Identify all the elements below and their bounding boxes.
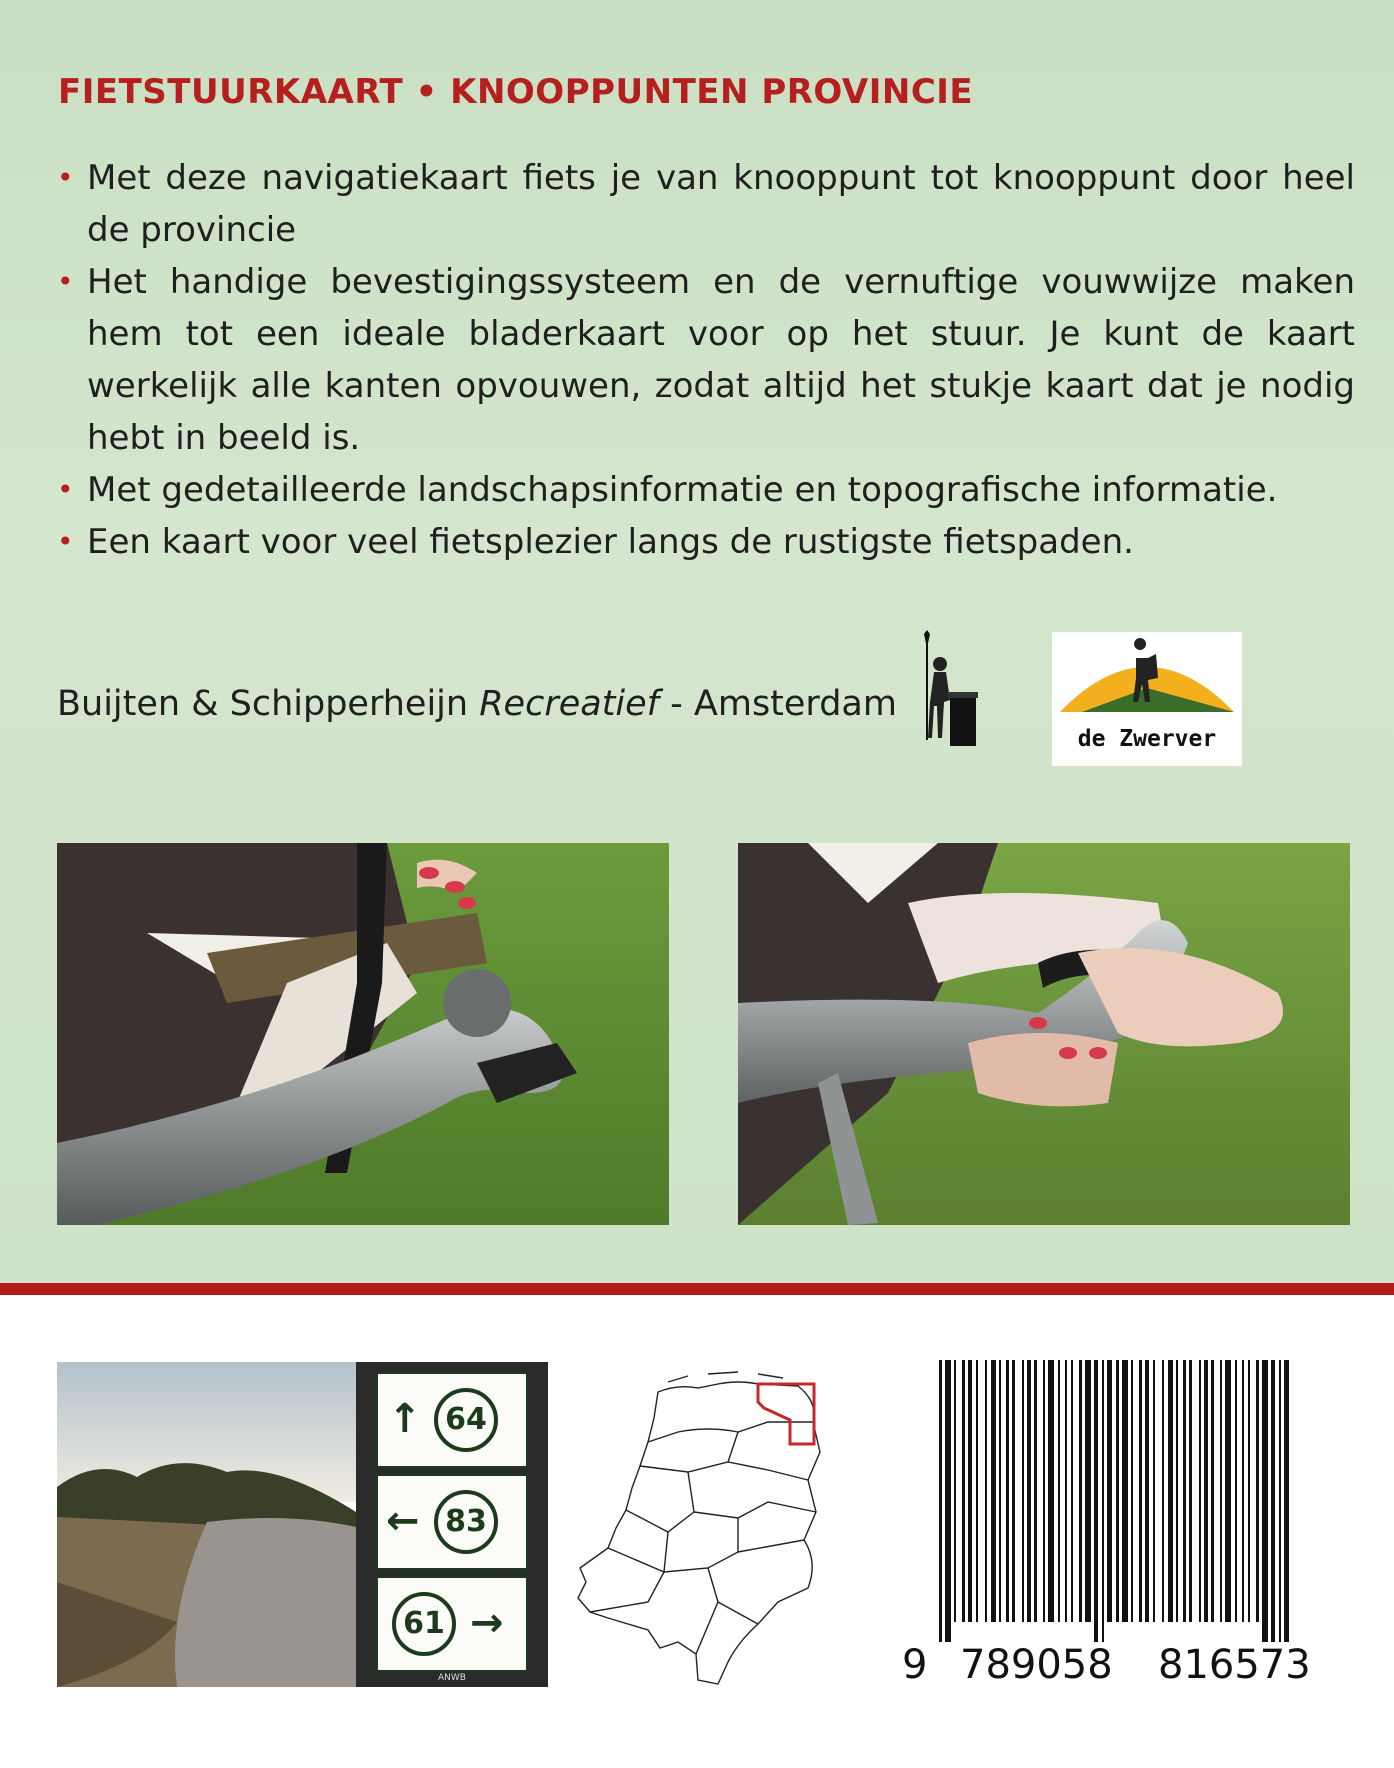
route-sign-footer: ANWB: [438, 1673, 466, 1683]
photo-strap-attaching: [57, 843, 669, 1225]
barcode-bar: [1071, 1360, 1073, 1622]
isbn-barcode: [935, 1360, 1347, 1642]
barcode-bar: [1256, 1360, 1259, 1622]
isbn-group-2: 816573: [1158, 1642, 1311, 1688]
barcode-bar: [962, 1360, 965, 1622]
cover-title: FIETSTUURKAART • KNOOPPUNTEN PROVINCIE: [58, 72, 974, 112]
feature-item: • Met gedetailleerde landschapsinformatie en topografische informatie.: [55, 464, 1355, 516]
barcode-bar: [1242, 1360, 1244, 1622]
knight-logo-icon: [912, 630, 982, 752]
route-sign-panel-bottom: [376, 1576, 528, 1672]
barcode-bar: [1085, 1360, 1091, 1622]
netherlands-map-icon: [568, 1362, 858, 1690]
publisher-city: Amsterdam: [693, 684, 897, 724]
feature-list: [55, 152, 1355, 568]
barcode-bar: [1162, 1360, 1164, 1622]
red-divider-rule: [0, 1283, 1394, 1295]
barcode-bar: [1248, 1360, 1250, 1622]
arrow-left-icon: ←: [386, 1498, 420, 1544]
barcode-bar: [1271, 1360, 1275, 1642]
barcode-bar: [1027, 1360, 1031, 1622]
barcode-bar: [1139, 1360, 1142, 1622]
bullet-dot-icon: •: [57, 525, 74, 558]
barcode-bar: [1153, 1360, 1155, 1622]
barcode-bar: [1204, 1360, 1208, 1622]
publisher-imprint: Recreatief: [479, 684, 660, 724]
route-sign-panel-middle: [376, 1474, 528, 1570]
isbn-group-1: 789058: [960, 1642, 1113, 1688]
bullet-dot-icon: •: [57, 473, 74, 506]
barcode-bar: [1058, 1360, 1060, 1622]
barcode-bar: [1284, 1360, 1289, 1642]
barcode-bar: [1012, 1360, 1015, 1622]
barcode-bar: [1079, 1360, 1082, 1622]
barcode-bar: [954, 1360, 956, 1622]
barcode-bar: [1168, 1360, 1173, 1622]
barcode-bar: [1043, 1360, 1045, 1622]
barcode-bar: [1034, 1360, 1037, 1622]
route-sign-panel-top: [376, 1372, 528, 1468]
bullet-dot-icon: •: [57, 265, 74, 298]
publisher-line: [57, 684, 897, 724]
node-number-middle: 83: [434, 1490, 498, 1554]
barcode-bar: [1176, 1360, 1178, 1622]
publisher-separator: -: [659, 684, 694, 724]
route-sign: [356, 1362, 548, 1687]
bullet-dot-icon: •: [57, 161, 74, 194]
feature-item: • Met deze navigatiekaart fiets je van knooppunt tot knooppunt door heel de provincie: [55, 152, 1355, 256]
barcode-bar: [985, 1360, 987, 1622]
barcode-bar: [1116, 1360, 1119, 1622]
barcode-bar: [1022, 1360, 1024, 1622]
barcode-bar: [945, 1360, 951, 1642]
barcode-bar: [1107, 1360, 1112, 1622]
barcode-bar: [1183, 1360, 1186, 1622]
barcode-bar: [1048, 1360, 1054, 1622]
barcode-bar: [939, 1360, 942, 1642]
cycle-path-photo: [57, 1362, 356, 1687]
barcode-bar: [1102, 1360, 1104, 1642]
arrow-right-icon: →: [470, 1600, 504, 1646]
barcode-bar: [1225, 1360, 1231, 1622]
node-number-bottom: 61: [392, 1592, 456, 1656]
barcode-bar: [1094, 1360, 1098, 1642]
barcode-bar: [968, 1360, 972, 1622]
barcode-bar: [1006, 1360, 1009, 1622]
barcode-bar: [1220, 1360, 1222, 1622]
publisher-name: Buijten & Schipperheijn: [57, 684, 469, 724]
barcode-bar: [991, 1360, 996, 1622]
de-zwerver-logo: [1052, 632, 1242, 766]
feature-item: • Een kaart voor veel fietsplezier langs de rustigste fietspaden.: [55, 516, 1355, 568]
barcode-bar: [1189, 1360, 1192, 1622]
barcode-bar: [1211, 1360, 1214, 1622]
barcode-bar: [1262, 1360, 1268, 1642]
feature-item: • Het handige bevestigingssysteem en de vernuftige vouwwijze maken hem tot een ideale bladerkaart voor op het stuur. Je kunt de kaart werkelijk alle kanten opvouwen, zodat altijd het stukje kaart dat je nodig hebt in beeld is.: [55, 256, 1355, 464]
barcode-bar: [1131, 1360, 1133, 1622]
arrow-up-icon: ↑: [388, 1396, 422, 1442]
barcode-bar: [1199, 1360, 1201, 1622]
isbn-number: [900, 1642, 1350, 1692]
barcode-bar: [1279, 1360, 1281, 1642]
barcode-bar: [1145, 1360, 1149, 1622]
isbn-lead-digit: 9: [902, 1642, 928, 1688]
photo-strap-fastening: [738, 843, 1350, 1225]
barcode-bar: [1122, 1360, 1128, 1622]
node-number-top: 64: [434, 1388, 498, 1452]
barcode-bar: [976, 1360, 978, 1622]
barcode-bar: [1235, 1360, 1237, 1622]
barcode-bar: [1065, 1360, 1067, 1622]
barcode-bar: [999, 1360, 1001, 1622]
de-zwerver-label: de Zwerver: [1077, 726, 1217, 752]
